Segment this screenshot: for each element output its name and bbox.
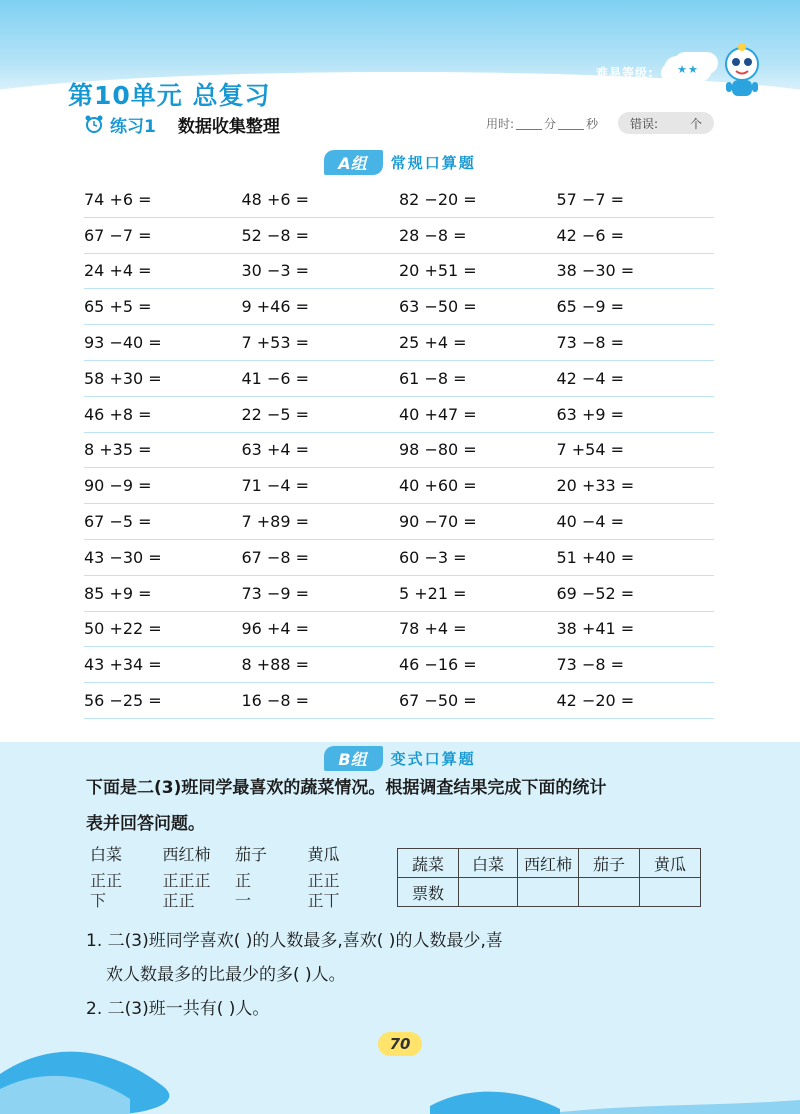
arithmetic-problem: 63 +4 = [241, 440, 310, 460]
difficulty-stars: ★★ [664, 56, 712, 82]
arithmetic-problem: 67 −5 = [84, 512, 152, 532]
problem-row [84, 218, 714, 254]
minutes-unit: 分 [544, 117, 557, 131]
arithmetic-problem: 20 +51 = [399, 261, 477, 281]
arithmetic-problem: 58 +30 = [84, 368, 162, 388]
problem-row [84, 576, 714, 612]
arithmetic-problem: 67 −50 = [399, 691, 477, 711]
group-b-badge: B组 [324, 746, 382, 771]
answer-cell[interactable] [459, 878, 518, 907]
arithmetic-problem: 7 +53 = [241, 333, 310, 353]
group-a-title: 常规口算题 [390, 153, 476, 172]
exercise-label: 练习1 [110, 116, 156, 137]
follow-up-questions [86, 924, 726, 1026]
problem-row [84, 540, 714, 576]
problem-row [84, 504, 714, 540]
arithmetic-problem: 43 +34 = [84, 655, 162, 675]
arithmetic-problem: 98 −80 = [399, 440, 477, 460]
arithmetic-problem: 78 +4 = [399, 619, 467, 639]
arithmetic-problem: 41 −6 = [241, 368, 310, 388]
group-a-badge: A组 [324, 150, 382, 175]
problem-row [84, 361, 714, 397]
arithmetic-problem: 73 −8 = [556, 333, 625, 353]
arithmetic-problem: 73 −9 = [241, 583, 310, 603]
tally-name: 茄子 [235, 845, 268, 864]
tally-chart [90, 842, 380, 911]
tally-marks: 正 一 [235, 871, 252, 910]
arithmetic-problem: 65 +5 = [84, 297, 152, 317]
alarm-clock-icon [84, 114, 104, 134]
arithmetic-problem: 96 +4 = [241, 619, 310, 639]
problem-grid [84, 182, 714, 719]
arithmetic-problem: 43 −30 = [84, 547, 162, 567]
problem-row [84, 397, 714, 433]
table-header-cell: 蔬菜 [398, 849, 459, 878]
answer-cell[interactable] [579, 878, 640, 907]
arithmetic-problem: 40 +60 = [399, 476, 477, 496]
arithmetic-problem: 25 +4 = [399, 333, 467, 353]
arithmetic-problem: 63 +9 = [556, 404, 625, 424]
page-number: 70 [378, 1032, 422, 1056]
question-2: 2. 二(3)班一共有( )人。 [86, 999, 270, 1019]
table-row-label: 票数 [398, 878, 459, 907]
arithmetic-problem: 42 −4 = [556, 368, 625, 388]
arithmetic-problem: 60 −3 = [399, 547, 467, 567]
arithmetic-problem: 30 −3 = [241, 261, 310, 281]
problem-row [84, 683, 714, 719]
table-header-cell: 西红柿 [518, 849, 579, 878]
arithmetic-problem: 67 −8 = [241, 547, 310, 567]
question-line-2: 表并回答问题。 [86, 814, 205, 834]
problem-row [84, 612, 714, 648]
arithmetic-problem: 57 −7 = [556, 189, 625, 209]
arithmetic-problem: 42 −20 = [556, 691, 635, 711]
arithmetic-problem: 16 −8 = [241, 691, 310, 711]
arithmetic-problem: 7 +54 = [556, 440, 625, 460]
unit-title: 第10单元 总复习 [68, 81, 271, 110]
table-header-cell: 白菜 [459, 849, 518, 878]
arithmetic-problem: 8 +35 = [84, 440, 152, 460]
mascot-icon [714, 42, 770, 102]
tally-name: 西红柿 [162, 845, 211, 864]
difficulty-label: 难易等级: [596, 66, 654, 80]
problem-row [84, 433, 714, 469]
table-header-cell: 黄瓜 [640, 849, 701, 878]
arithmetic-problem: 90 −70 = [399, 512, 477, 532]
group-b-header [0, 744, 800, 772]
problem-row [84, 647, 714, 683]
arithmetic-problem: 20 +33 = [556, 476, 635, 496]
arithmetic-problem: 82 −20 = [399, 189, 477, 209]
arithmetic-problem: 74 +6 = [84, 189, 152, 209]
arithmetic-problem: 46 +8 = [84, 404, 152, 424]
exercise-title: 数据收集整理 [177, 116, 280, 137]
arithmetic-problem: 67 −7 = [84, 225, 152, 245]
survey-question [86, 770, 726, 842]
arithmetic-problem: 73 −8 = [556, 655, 625, 675]
answer-cell[interactable] [640, 878, 701, 907]
arithmetic-problem: 28 −8 = [399, 225, 467, 245]
arithmetic-problem: 85 +9 = [84, 583, 152, 603]
arithmetic-problem: 40 −4 = [556, 512, 625, 532]
arithmetic-problem: 8 +88 = [241, 655, 310, 675]
arithmetic-problem: 40 +47 = [399, 404, 477, 424]
arithmetic-problem: 5 +21 = [399, 583, 467, 603]
arithmetic-problem: 51 +40 = [556, 547, 635, 567]
arithmetic-problem: 50 +22 = [84, 619, 162, 639]
tally-marks: 正正正 正正 [162, 871, 211, 910]
arithmetic-problem: 38 −30 = [556, 261, 635, 281]
tally-name: 黄瓜 [307, 845, 340, 864]
time-label: 用时: [486, 117, 515, 131]
problem-row [84, 468, 714, 504]
time-field [486, 115, 598, 132]
arithmetic-problem: 52 −8 = [241, 225, 310, 245]
error-count-box [618, 112, 714, 134]
problem-row [84, 182, 714, 218]
group-b-title: 变式口算题 [390, 749, 476, 768]
arithmetic-problem: 65 −9 = [556, 297, 625, 317]
problem-row [84, 254, 714, 290]
arithmetic-problem: 63 −50 = [399, 297, 477, 317]
arithmetic-problem: 22 −5 = [241, 404, 310, 424]
arithmetic-problem: 48 +6 = [241, 189, 310, 209]
arithmetic-problem: 56 −25 = [84, 691, 162, 711]
exercise-header [84, 112, 280, 136]
arithmetic-problem: 38 +41 = [556, 619, 635, 639]
arithmetic-problem: 7 +89 = [241, 512, 310, 532]
error-unit: 个 [689, 116, 702, 131]
arithmetic-problem: 61 −8 = [399, 368, 467, 388]
error-label: 错误: [630, 116, 659, 131]
question-1-line-1: 1. 二(3)班同学喜欢( )的人数最多,喜欢( )的人数最少,喜 [86, 931, 503, 951]
arithmetic-problem: 24 +4 = [84, 261, 152, 281]
minutes-blank [516, 117, 542, 130]
question-line-1: 下面是二(3)班同学最喜欢的蔬菜情况。根据调查结果完成下面的统计 [86, 778, 607, 798]
problem-row [84, 325, 714, 361]
arithmetic-problem: 93 −40 = [84, 333, 162, 353]
arithmetic-problem: 71 −4 = [241, 476, 310, 496]
arithmetic-problem: 46 −16 = [399, 655, 477, 675]
tally-name: 白菜 [90, 845, 123, 864]
group-a-header [0, 148, 800, 176]
seconds-unit: 秒 [586, 117, 599, 131]
answer-cell[interactable] [518, 878, 579, 907]
arithmetic-problem: 69 −52 = [556, 583, 635, 603]
problem-row [84, 289, 714, 325]
question-1-line-2: 欢人数最多的比最少的多( )人。 [106, 965, 346, 985]
tally-marks: 正正 正丅 [307, 871, 340, 910]
tally-marks: 正正 下 [90, 871, 123, 910]
seconds-blank [558, 117, 584, 130]
statistics-table [397, 848, 701, 907]
arithmetic-problem: 42 −6 = [556, 225, 625, 245]
table-header-cell: 茄子 [579, 849, 640, 878]
arithmetic-problem: 9 +46 = [241, 297, 310, 317]
arithmetic-problem: 90 −9 = [84, 476, 152, 496]
